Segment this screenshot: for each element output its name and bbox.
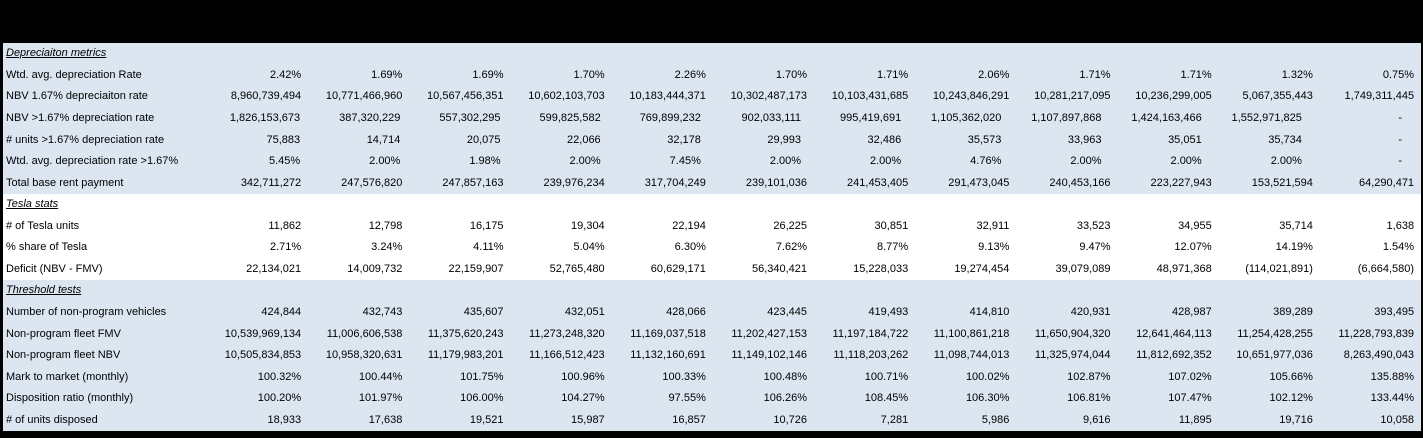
value-cell[interactable]: 5,067,355,443 xyxy=(1242,91,1313,103)
value-cell[interactable]: 11,228,793,839 xyxy=(1338,328,1415,340)
value-cell[interactable]: 2.00% xyxy=(769,156,802,168)
metrics-table xyxy=(0,43,1423,438)
value-cell[interactable]: 133.44% xyxy=(1370,393,1415,405)
value-cell[interactable]: 10,958,320,631 xyxy=(325,350,403,362)
value-cell[interactable]: 5.45% xyxy=(268,156,301,168)
value-cell[interactable]: 106.00% xyxy=(460,393,504,405)
value-cell[interactable]: 100.44% xyxy=(358,371,403,383)
value-cell[interactable]: 241,453,405 xyxy=(847,177,909,189)
value-cell[interactable]: 2.71% xyxy=(269,242,302,254)
row-label[interactable]: # of units disposed xyxy=(6,414,98,426)
value-cell[interactable]: 317,704,249 xyxy=(644,177,706,189)
value-cell[interactable]: 100.48% xyxy=(763,371,808,383)
value-cell[interactable]: 902,033,111 xyxy=(741,112,802,124)
table-row xyxy=(3,108,1421,130)
value-cell[interactable]: 432,743 xyxy=(362,306,403,318)
value-cell[interactable]: 387,320,229 xyxy=(339,112,401,124)
value-cell[interactable]: 12,641,464,113 xyxy=(1136,328,1212,340)
value-cell[interactable]: 10,058 xyxy=(1380,414,1415,426)
section-title-row xyxy=(3,280,1421,302)
value-cell[interactable]: 11,862 xyxy=(268,220,302,232)
table-row xyxy=(3,237,1421,259)
table-row xyxy=(3,215,1421,237)
value-cell[interactable]: 22,134,021 xyxy=(246,263,302,275)
value-cell[interactable]: 389,289 xyxy=(1273,306,1313,318)
value-cell[interactable]: 33,523 xyxy=(1076,220,1111,232)
value-cell[interactable]: 20,075 xyxy=(466,134,501,146)
value-cell[interactable]: 7.62% xyxy=(775,242,808,254)
table-row xyxy=(3,65,1421,87)
row-label[interactable]: Disposition ratio (monthly) xyxy=(6,393,134,405)
value-cell[interactable]: 26,225 xyxy=(773,220,808,232)
value-cell[interactable]: 100.71% xyxy=(864,371,909,383)
value-cell[interactable]: 393,495 xyxy=(1374,306,1415,318)
value-cell[interactable]: 10,183,444,371 xyxy=(629,91,706,103)
value-cell[interactable]: 34,955 xyxy=(1178,220,1212,232)
value-cell[interactable]: 414,810 xyxy=(969,306,1010,318)
row-label[interactable]: Wtd. avg. depreciation Rate xyxy=(6,69,142,81)
value-cell[interactable]: 48,971,368 xyxy=(1156,263,1212,275)
value-cell[interactable]: 1.71% xyxy=(1079,69,1111,81)
value-cell[interactable]: 557,302,295 xyxy=(439,112,501,124)
value-cell[interactable]: 1.69% xyxy=(371,69,403,81)
value-cell[interactable]: 11,197,184,722 xyxy=(832,328,909,340)
value-cell[interactable]: 239,101,036 xyxy=(745,177,808,189)
value-cell[interactable]: 428,066 xyxy=(666,306,706,318)
value-cell[interactable]: 75,883 xyxy=(266,134,301,146)
table-row xyxy=(3,86,1421,108)
section-title[interactable]: Threshold tests xyxy=(6,285,82,297)
value-cell[interactable]: 247,857,163 xyxy=(442,177,504,189)
value-cell[interactable]: 1.71% xyxy=(877,69,909,81)
row-label[interactable]: Non-program fleet FMV xyxy=(6,328,121,340)
value-cell[interactable]: 18,933 xyxy=(267,414,302,426)
value-cell[interactable]: 10,302,487,173 xyxy=(730,91,808,103)
value-cell[interactable]: 39,079,089 xyxy=(1055,263,1111,275)
table-row xyxy=(3,323,1421,345)
value-cell[interactable]: 1,552,971,825 xyxy=(1231,112,1302,124)
value-cell[interactable]: 30,851 xyxy=(874,220,909,232)
value-cell[interactable]: 22,159,907 xyxy=(448,263,504,275)
value-cell[interactable]: 105.66% xyxy=(1269,371,1313,383)
value-cell[interactable]: 11,166,512,423 xyxy=(529,350,605,362)
value-cell[interactable]: 60,629,171 xyxy=(650,263,706,275)
value-cell[interactable]: 35,734 xyxy=(1268,134,1302,146)
value-cell[interactable]: 56,340,421 xyxy=(751,263,808,275)
value-cell[interactable]: (114,021,891) xyxy=(1245,263,1313,275)
section-title[interactable]: Depreciaiton metrics xyxy=(6,48,107,60)
value-cell[interactable]: 10,103,431,685 xyxy=(831,91,909,103)
value-cell[interactable]: 10,236,299,005 xyxy=(1135,91,1212,103)
table-section xyxy=(3,194,1421,280)
table-row xyxy=(3,302,1421,324)
value-cell[interactable]: 29,993 xyxy=(767,134,802,146)
value-cell[interactable]: 424,844 xyxy=(261,306,302,318)
table-row xyxy=(3,151,1421,173)
value-cell[interactable]: 1,638 xyxy=(1386,220,1415,232)
value-cell[interactable]: 1.54% xyxy=(1382,242,1415,254)
value-cell[interactable]: 1,749,311,445 xyxy=(1344,91,1415,103)
value-cell[interactable]: 10,726 xyxy=(773,414,808,426)
value-cell[interactable]: 432,051 xyxy=(564,306,605,318)
value-cell[interactable]: 4.11% xyxy=(473,242,504,254)
value-cell[interactable]: 8,263,490,043 xyxy=(1343,350,1415,362)
value-cell[interactable]: 104.27% xyxy=(561,393,605,405)
row-label[interactable]: # of Tesla units xyxy=(6,220,80,232)
value-cell[interactable]: 1.70% xyxy=(775,69,808,81)
value-cell[interactable]: 11,149,102,146 xyxy=(731,350,808,362)
value-cell[interactable]: 2.00% xyxy=(1170,156,1202,168)
row-label[interactable]: NBV >1.67% depreciation rate xyxy=(6,112,155,124)
value-cell[interactable]: 107.02% xyxy=(1168,371,1212,383)
value-cell[interactable]: 97.55% xyxy=(668,393,706,405)
value-cell[interactable]: - xyxy=(1398,156,1403,168)
row-label[interactable]: Wtd. avg. depreciation rate >1.67% xyxy=(6,156,179,168)
value-cell[interactable]: 10,771,466,960 xyxy=(325,91,403,103)
value-cell[interactable]: 16,857 xyxy=(672,414,706,426)
value-cell[interactable]: 100.02% xyxy=(965,371,1010,383)
value-cell[interactable]: 135.88% xyxy=(1370,371,1415,383)
value-cell[interactable]: 223,227,943 xyxy=(1150,177,1212,189)
value-cell[interactable]: 106.26% xyxy=(763,393,808,405)
value-cell[interactable]: 769,899,232 xyxy=(639,112,701,124)
value-cell[interactable]: 108.45% xyxy=(864,393,909,405)
value-cell[interactable]: 995,419,691 xyxy=(840,112,902,124)
value-cell[interactable]: 9,616 xyxy=(1083,414,1111,426)
value-cell[interactable]: 11,895 xyxy=(1178,414,1212,426)
value-cell[interactable]: 2.06% xyxy=(978,69,1010,81)
table-row xyxy=(3,409,1421,431)
table-section xyxy=(3,43,1421,194)
value-cell[interactable]: 22,066 xyxy=(567,134,601,146)
value-cell[interactable]: 8,960,739,494 xyxy=(230,91,302,103)
value-cell[interactable]: 12.07% xyxy=(1174,242,1212,254)
value-cell[interactable]: 435,607 xyxy=(463,306,504,318)
value-cell[interactable]: 419,493 xyxy=(868,306,909,318)
value-cell[interactable]: 11,179,983,201 xyxy=(427,350,504,362)
value-cell[interactable]: 7,281 xyxy=(880,414,909,426)
value-cell[interactable]: 100.32% xyxy=(257,371,302,383)
hidden-header-band xyxy=(0,0,1423,43)
value-cell[interactable]: 11,100,861,218 xyxy=(933,328,1010,340)
value-cell[interactable]: 11,169,037,518 xyxy=(630,328,706,340)
value-cell[interactable]: 10,602,103,703 xyxy=(528,91,605,103)
value-cell[interactable]: 2.00% xyxy=(369,156,401,168)
row-label[interactable]: Deficit (NBV - FMV) xyxy=(6,263,103,275)
value-cell[interactable]: 4.76% xyxy=(970,156,1002,168)
section-title[interactable]: Tesla stats xyxy=(6,199,59,211)
value-cell[interactable]: 3.24% xyxy=(371,242,403,254)
value-cell[interactable]: 8.77% xyxy=(877,242,909,254)
value-cell[interactable]: 100.96% xyxy=(561,371,605,383)
value-cell[interactable]: 2.00% xyxy=(1270,156,1302,168)
value-cell[interactable]: 5,986 xyxy=(981,414,1010,426)
section-title-row xyxy=(3,43,1421,65)
value-cell[interactable]: - xyxy=(1398,134,1403,146)
section-title-row xyxy=(3,194,1421,216)
value-cell[interactable]: 32,178 xyxy=(667,134,701,146)
row-label[interactable]: # units >1.67% depreciation rate xyxy=(6,134,165,146)
value-cell[interactable]: 35,573 xyxy=(967,134,1002,146)
value-cell[interactable]: 1,424,163,466 xyxy=(1131,112,1202,124)
table-row xyxy=(3,259,1421,281)
value-cell[interactable]: 420,931 xyxy=(1070,306,1111,318)
value-cell[interactable]: 10,243,846,291 xyxy=(932,91,1010,103)
row-label[interactable]: Number of non-program vehicles xyxy=(6,306,167,318)
value-cell[interactable]: 11,202,427,153 xyxy=(731,328,808,340)
value-cell[interactable]: 14.19% xyxy=(1275,242,1313,254)
value-cell[interactable]: (6,664,580) xyxy=(1357,263,1415,275)
value-cell[interactable]: 291,473,045 xyxy=(948,177,1010,189)
value-cell[interactable]: 10,567,456,351 xyxy=(427,91,504,103)
value-cell[interactable]: 22,194 xyxy=(672,220,706,232)
value-cell[interactable]: 106.81% xyxy=(1067,393,1111,405)
value-cell[interactable]: 102.87% xyxy=(1067,371,1111,383)
value-cell[interactable]: 1,826,153,673 xyxy=(229,112,301,124)
value-cell[interactable]: 15,228,033 xyxy=(853,263,909,275)
row-label[interactable]: NBV 1.67% depreciaiton rate xyxy=(6,91,148,103)
value-cell[interactable]: 32,486 xyxy=(867,134,902,146)
value-cell[interactable]: 11,006,606,538 xyxy=(326,328,403,340)
value-cell[interactable]: 106.30% xyxy=(965,393,1010,405)
value-cell[interactable]: 64,290,471 xyxy=(1359,177,1415,189)
value-cell[interactable]: 7.45% xyxy=(669,156,701,168)
value-cell[interactable]: 19,716 xyxy=(1279,414,1313,426)
value-cell[interactable]: 240,453,166 xyxy=(1049,177,1111,189)
value-cell[interactable]: 11,325,974,044 xyxy=(1034,350,1111,362)
row-label[interactable]: % share of Tesla xyxy=(6,242,88,254)
table-row xyxy=(3,388,1421,410)
value-cell[interactable]: 11,118,203,262 xyxy=(833,350,909,362)
value-cell[interactable]: 12,798 xyxy=(368,220,403,232)
value-cell[interactable]: 101.97% xyxy=(358,393,403,405)
value-cell[interactable]: 2.00% xyxy=(870,156,902,168)
value-cell[interactable]: 100.20% xyxy=(257,393,302,405)
value-cell[interactable]: 9.47% xyxy=(1079,242,1111,254)
row-label[interactable]: Mark to market (monthly) xyxy=(6,371,129,383)
value-cell[interactable]: 16,175 xyxy=(469,220,504,232)
value-cell[interactable]: 11,098,744,013 xyxy=(933,350,1010,362)
value-cell[interactable]: 32,911 xyxy=(976,220,1010,232)
value-cell[interactable]: 247,576,820 xyxy=(341,177,403,189)
value-cell[interactable]: 9.13% xyxy=(978,242,1010,254)
value-cell[interactable]: 1.71% xyxy=(1180,69,1212,81)
value-cell[interactable]: 102.12% xyxy=(1269,393,1313,405)
value-cell[interactable]: 5.04% xyxy=(573,242,605,254)
value-cell[interactable]: 107.47% xyxy=(1168,393,1212,405)
value-cell[interactable]: 14,009,732 xyxy=(347,263,403,275)
value-cell[interactable]: 52,765,480 xyxy=(549,263,605,275)
table-section xyxy=(3,280,1421,431)
value-cell[interactable]: 100.33% xyxy=(662,371,706,383)
row-label[interactable]: Non-program fleet NBV xyxy=(6,350,121,362)
value-cell[interactable]: 6.30% xyxy=(674,242,706,254)
table-row xyxy=(3,345,1421,367)
value-cell[interactable]: 19,521 xyxy=(469,414,504,426)
value-cell[interactable]: 17,638 xyxy=(368,414,403,426)
table-row xyxy=(3,129,1421,151)
value-cell[interactable]: 1.69% xyxy=(472,69,504,81)
value-cell[interactable]: 0.75% xyxy=(1382,69,1415,81)
value-cell[interactable]: 11,812,692,352 xyxy=(1136,350,1212,362)
value-cell[interactable]: 33,963 xyxy=(1067,134,1102,146)
value-cell[interactable]: 10,505,834,853 xyxy=(224,350,302,362)
table-row xyxy=(3,172,1421,194)
value-cell[interactable]: 101.75% xyxy=(460,371,504,383)
value-cell[interactable]: 1.70% xyxy=(573,69,605,81)
value-cell[interactable]: 11,254,428,255 xyxy=(1237,328,1313,340)
value-cell[interactable]: 342,711,272 xyxy=(240,177,302,189)
table-row xyxy=(3,366,1421,388)
value-cell[interactable]: 35,714 xyxy=(1279,220,1313,232)
value-cell[interactable]: 11,650,904,320 xyxy=(1034,328,1111,340)
value-cell[interactable]: 428,987 xyxy=(1171,306,1212,318)
value-cell[interactable]: 11,273,248,320 xyxy=(529,328,605,340)
value-cell[interactable]: 2.00% xyxy=(1070,156,1102,168)
row-label[interactable]: Total base rent payment xyxy=(6,177,124,189)
value-cell[interactable]: 10,539,969,134 xyxy=(224,328,302,340)
value-cell[interactable]: 1.98% xyxy=(469,156,501,168)
value-cell[interactable]: 239,976,234 xyxy=(543,177,605,189)
value-cell[interactable]: 153,521,594 xyxy=(1251,177,1313,189)
value-cell[interactable]: - xyxy=(1398,112,1403,124)
value-cell[interactable]: 2.42% xyxy=(269,69,302,81)
value-cell[interactable]: 14,714 xyxy=(366,134,401,146)
value-cell[interactable]: 1.32% xyxy=(1281,69,1313,81)
value-cell[interactable]: 2.00% xyxy=(569,156,601,168)
value-cell[interactable]: 35,051 xyxy=(1168,134,1202,146)
value-cell[interactable]: 599,825,582 xyxy=(539,112,601,124)
value-cell[interactable]: 10,281,217,095 xyxy=(1034,91,1111,103)
value-cell[interactable]: 1,107,897,868 xyxy=(1031,112,1102,124)
value-cell[interactable]: 19,304 xyxy=(571,220,605,232)
value-cell[interactable]: 10,651,977,036 xyxy=(1236,350,1313,362)
value-cell[interactable]: 423,445 xyxy=(767,306,808,318)
value-cell[interactable]: 19,274,454 xyxy=(954,263,1010,275)
value-cell[interactable]: 15,987 xyxy=(571,414,605,426)
value-cell[interactable]: 2.26% xyxy=(674,69,706,81)
value-cell[interactable]: 11,375,620,243 xyxy=(427,328,504,340)
value-cell[interactable]: 11,132,160,691 xyxy=(630,350,706,362)
value-cell[interactable]: 1,105,362,020 xyxy=(931,112,1002,124)
